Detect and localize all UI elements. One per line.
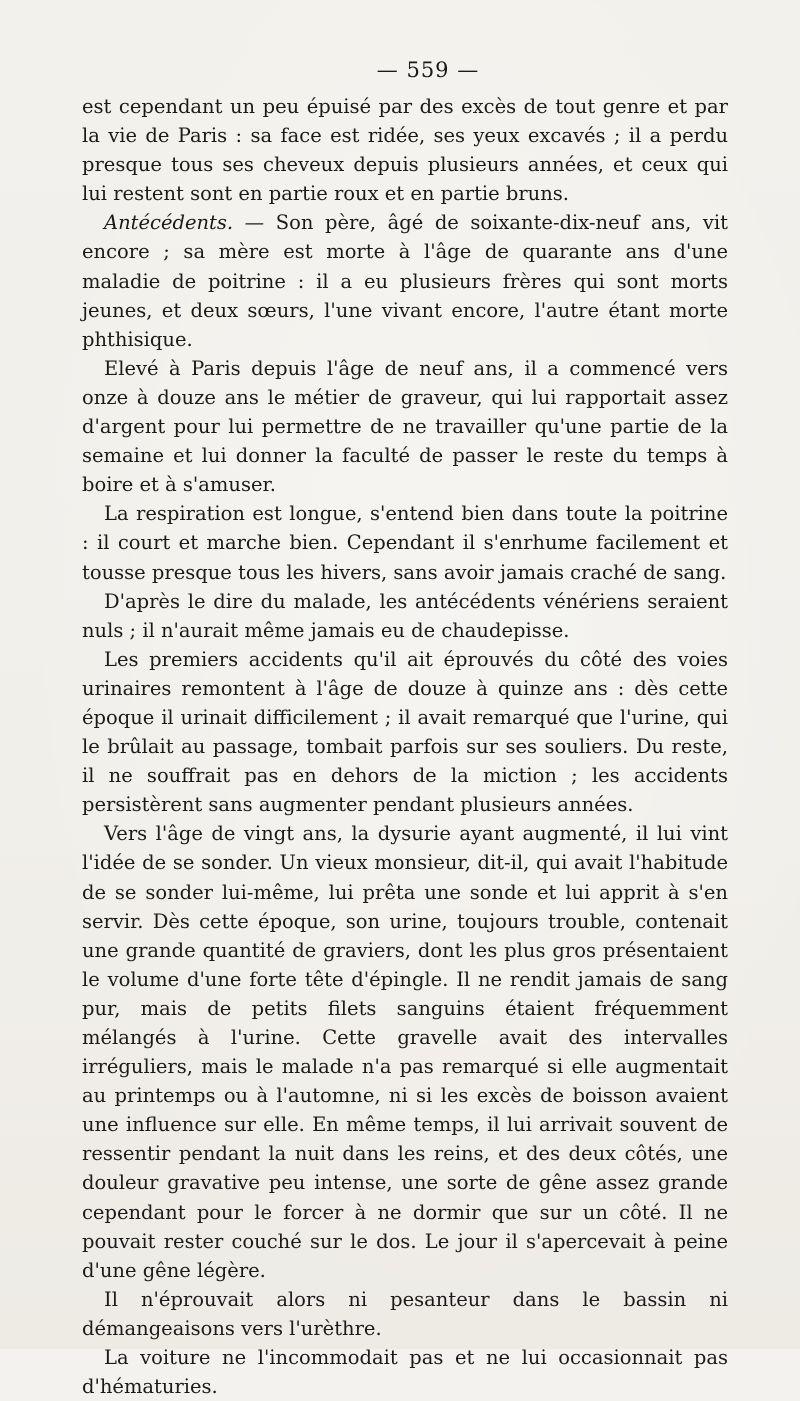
paragraph-text: — Son père, âgé de soixante-dix-neuf ans, vit encore ; sa mère est morte à l'âge de quarante ans d'une maladie de poitrine : il a eu plusieurs frères qui sont morts jeunes, et deux sœurs, l'une vivant encore, l'autre étant morte phthisique. [82, 211, 728, 351]
paragraph [82, 499, 728, 586]
paragraph [82, 645, 728, 820]
page-number: — 559 — [376, 58, 480, 82]
paragraph-text: D'après le dire du malade, les antécédents vénériens seraient nuls ; il n'aurait même jamais eu de chaudepisse. [82, 589, 728, 642]
paragraph [82, 354, 728, 499]
paragraph [82, 587, 728, 645]
paragraph-text: Il n'éprouvait alors ni pesanteur dans le bassin ni démangeaisons vers l'urèthre. [82, 1287, 728, 1340]
body-text [82, 92, 728, 1401]
paragraph-text: Elevé à Paris depuis l'âge de neuf ans, il a commencé vers onze à douze ans le métier de graveur, qui lui rapportait assez d'argent pour lui permettre de ne travailler qu'une partie de la semaine et lui donner la faculté de passer le reste du temps à boire et à s'amuser. [82, 356, 728, 497]
paragraph-text: Les premiers accidents qu'il ait éprouvés du côté des voies urinaires remontent à l'âge de douze à quinze ans : dès cette époque il urinait difficilement ; il avait remarqué que l'urine, qui le brûlait au passage, tombait parfois sur ses souliers. Du reste, il ne souffrait pas en dehors de la miction ; les accidents persistèrent sans augmenter pendant plusieurs années. [82, 647, 728, 817]
paragraph [82, 1343, 728, 1401]
paragraph [82, 819, 728, 1285]
paragraph-text: La voiture ne l'incommodait pas et ne lui occasionnait pas d'hématuries. [82, 1346, 728, 1399]
paragraph-continuation [82, 92, 728, 208]
section-lead: Antécédents. [104, 211, 234, 235]
paragraph-text: La respiration est longue, s'entend bien dans toute la poitrine : il court et marche bien. Cependant il s'enrhume facilement et tousse presque tous les hivers, sans avoir jamais craché de sang. [82, 502, 728, 584]
paragraph-text: est cependant un peu épuisé par des excès de tout genre et par la vie de Paris : sa face est ridée, ses yeux excavés ; il a perdu presque tous ses cheveux depuis plusieurs années, et ceux qui lui restent sont en partie roux et en partie bruns. [82, 95, 728, 206]
paragraph-antecedents [82, 208, 728, 353]
paragraph [82, 1285, 728, 1343]
paragraph-text: Vers l'âge de vingt ans, la dysurie ayant augmenté, il lui vint l'idée de se sonder. Un vieux monsieur, dit-il, qui avait l'habitude de se sonder lui-même, lui prêta une sonde et lui apprit à s'en servir. Dès cette époque, son urine, toujours trouble, contenait une grande quantité de graviers, dont les plus gros présentaient le volume d'une forte tête d'épingle. Il ne rendit jamais de sang pur, mais de petits filets sanguins étaient fréquemment mélangés à l'urine. Cette gravelle avait des intervalles irréguliers, mais le malade n'a pas remarqué si elle augmentait au printemps ou à l'automne, ni si les excès de boisson avaient une influence sur elle. En même temps, il lui arrivait souvent de ressentir pendant la nuit dans les reins, et des deux côtés, une douleur gravative peu intense, une sorte de gêne assez grande cependant pour le forcer à ne dormir que sur un côté. Il ne pouvait rester couché sur le dos. Le jour il s'apercevait à peine d'une gêne légère. [82, 822, 728, 1282]
